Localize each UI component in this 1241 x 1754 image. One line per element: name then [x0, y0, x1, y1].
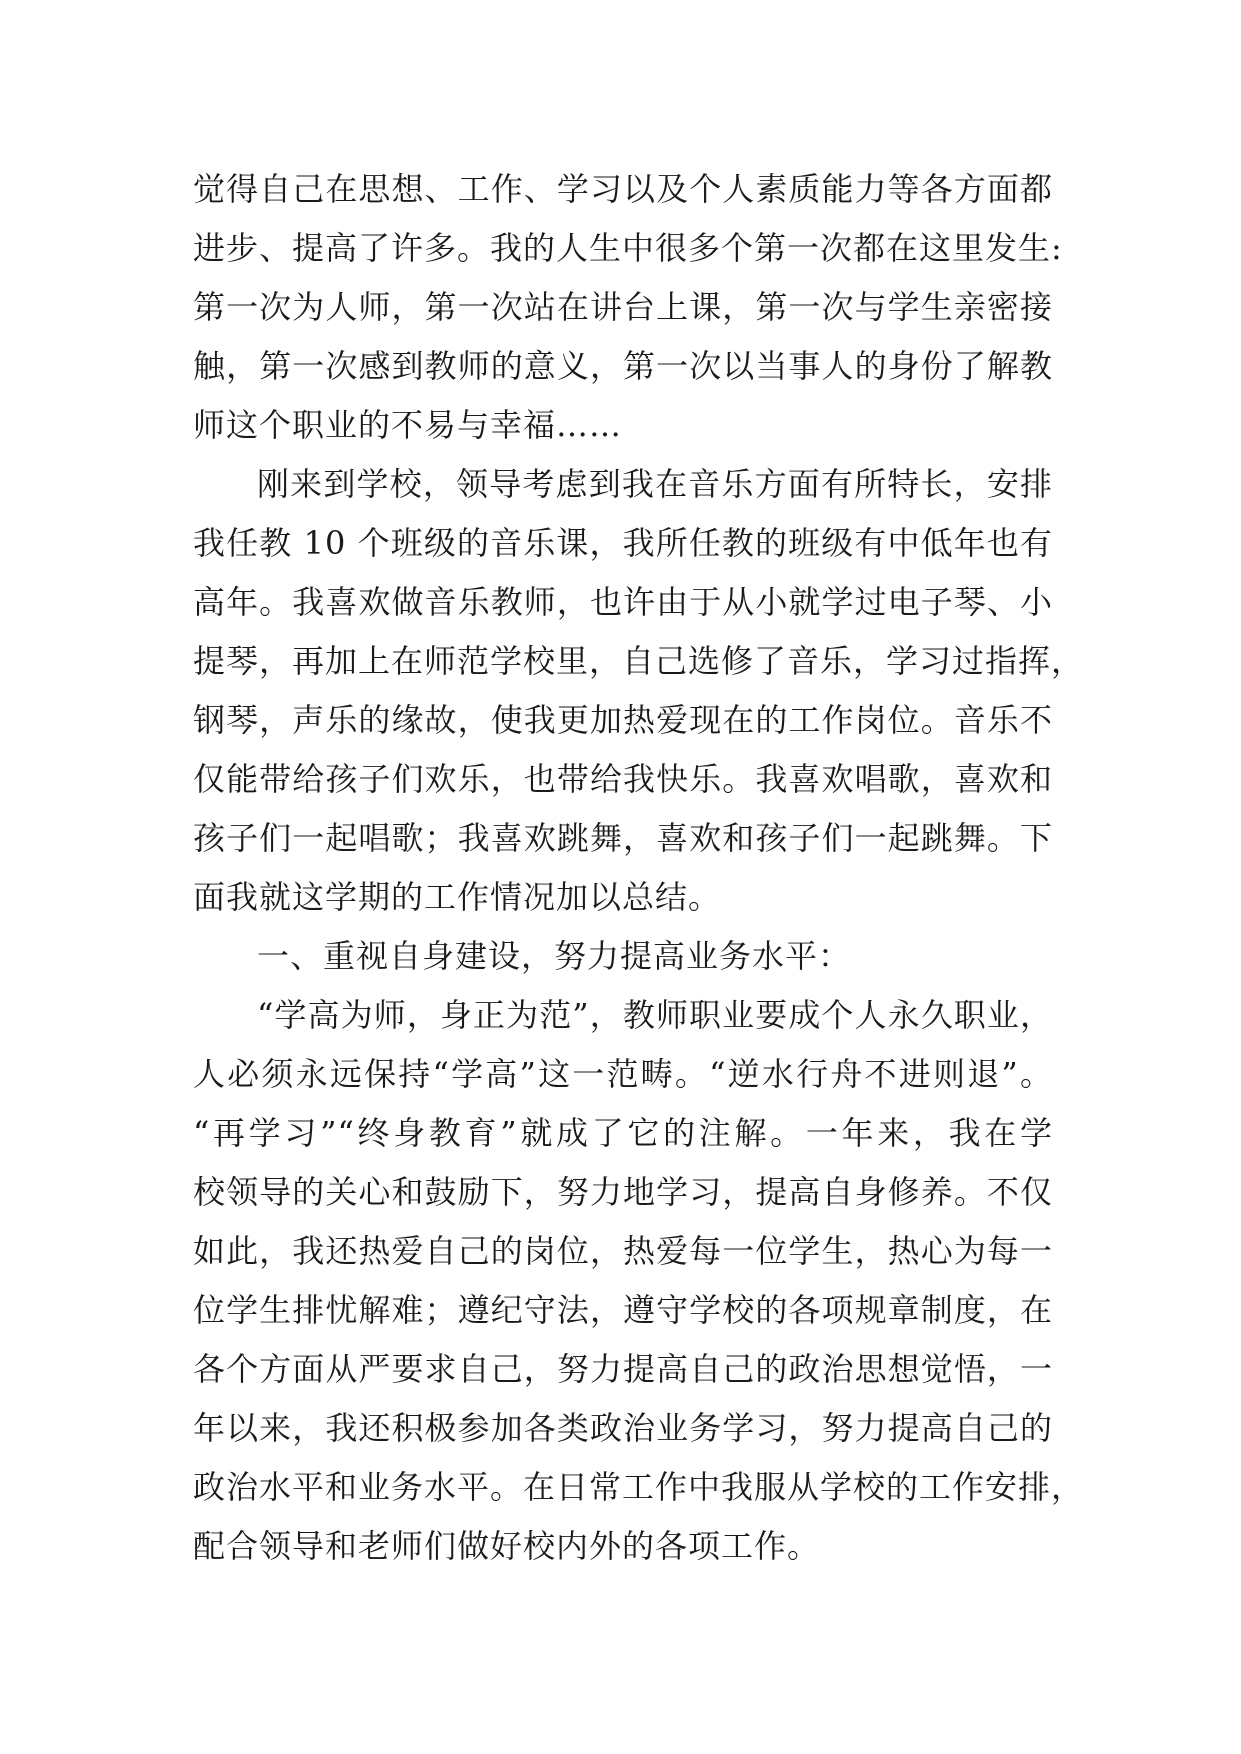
text-line: 师这个职业的不易与幸福…… [193, 406, 623, 444]
text-line: 人必须永远保持“学高”这一范畴。“逆水行舟不进则退”。 [193, 1055, 1053, 1093]
text-line: 配合领导和老师们做好校内外的各项工作。 [193, 1527, 821, 1565]
text-line: “再学习”“终身教育”就成了它的注解。一年来，我在学 [193, 1114, 1053, 1152]
text-line: 提琴，再加上在师范学校里，自己选修了音乐，学习过指挥， [193, 642, 1085, 680]
text-line: 校领导的关心和鼓励下，努力地学习，提高自身修养。不仅 [193, 1173, 1053, 1211]
document-body [193, 160, 1085, 1576]
text-line: 觉得自己在思想、工作、学习以及个人素质能力等各方面都 [193, 170, 1053, 208]
text-line: 一、重视自身建设，努力提高业务水平： [257, 937, 852, 975]
text-line: 如此，我还热爱自己的岗位，热爱每一位学生，热心为每一 [193, 1232, 1053, 1270]
text-line: 面我就这学期的工作情况加以总结。 [193, 878, 722, 916]
text-line: 位学生排忧解难；遵纪守法，遵守学校的各项规章制度，在 [193, 1291, 1053, 1329]
text-line: 钢琴，声乐的缘故，使我更加热爱现在的工作岗位。音乐不 [193, 701, 1053, 739]
text-line: “学高为师，身正为范”，教师职业要成个人永久职业， [257, 996, 1053, 1034]
text-line: 我任教 10 个班级的音乐课，我所任教的班级有中低年也有 [193, 524, 1053, 562]
text-line: 年以来，我还积极参加各类政治业务学习，努力提高自己的 [193, 1409, 1053, 1447]
text-line: 进步、提高了许多。我的人生中很多个第一次都在这里发生: [193, 229, 1063, 267]
text-line: 各个方面从严要求自己，努力提高自己的政治思想觉悟，一 [193, 1350, 1053, 1388]
text-line: 孩子们一起唱歌；我喜欢跳舞，喜欢和孩子们一起跳舞。下 [193, 819, 1053, 857]
text-line: 仅能带给孩子们欢乐，也带给我快乐。我喜欢唱歌，喜欢和 [193, 760, 1053, 798]
text-line: 政治水平和业务水平。在日常工作中我服从学校的工作安排， [193, 1468, 1085, 1506]
text-line: 刚来到学校，领导考虑到我在音乐方面有所特长，安排 [257, 465, 1053, 503]
text-line: 高年。我喜欢做音乐教师，也许由于从小就学过电子琴、小 [193, 583, 1053, 621]
text-line: 触，第一次感到教师的意义，第一次以当事人的身份了解教 [193, 347, 1053, 385]
text-line: 第一次为人师，第一次站在讲台上课，第一次与学生亲密接 [193, 288, 1053, 326]
